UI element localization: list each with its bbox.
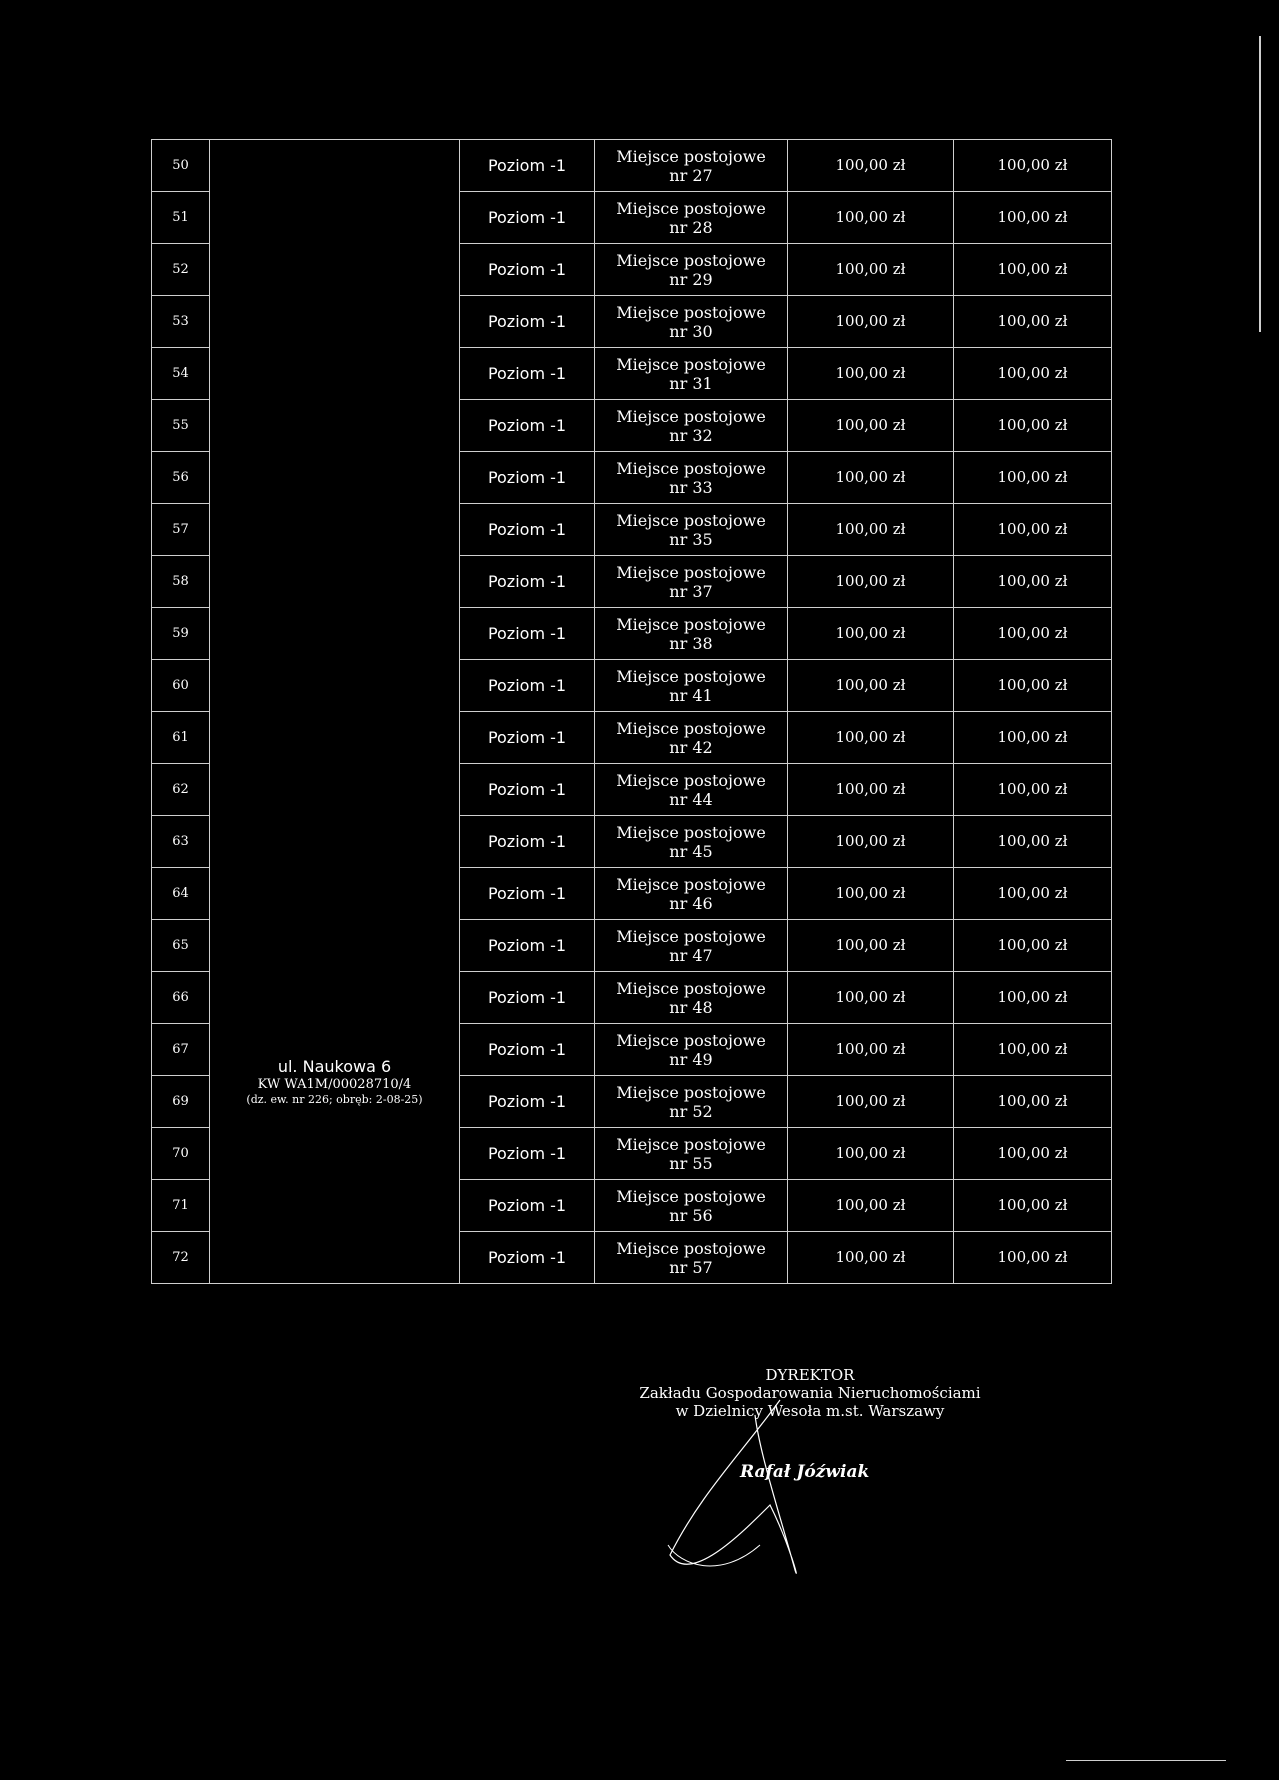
parking-level: Poziom -1 — [460, 140, 595, 192]
parking-place-label: Miejsce postojowe — [616, 302, 766, 322]
parking-place — [595, 608, 788, 660]
price-gross: 100,00 zł — [954, 1076, 1112, 1128]
parking-level: Poziom -1 — [460, 1076, 595, 1128]
row-number: 70 — [152, 1128, 210, 1180]
parking-place — [595, 296, 788, 348]
row-number: 67 — [152, 1024, 210, 1076]
parking-place — [595, 244, 788, 296]
parking-place — [595, 556, 788, 608]
parking-place-label: Miejsce postojowe — [616, 874, 766, 894]
parking-level: Poziom -1 — [460, 660, 595, 712]
parking-place-label: Miejsce postojowe — [616, 1238, 766, 1258]
price-net: 100,00 zł — [788, 608, 954, 660]
row-number: 59 — [152, 608, 210, 660]
parking-level: Poziom -1 — [460, 1024, 595, 1076]
parking-place-label: Miejsce postojowe — [616, 926, 766, 946]
parking-place-number: nr 57 — [669, 1257, 713, 1277]
parking-place-number: nr 45 — [669, 841, 713, 861]
signature-line-district: w Dzielnicy Wesoła m.st. Warszawy — [675, 1402, 945, 1420]
parking-place-number: nr 52 — [669, 1101, 713, 1121]
parking-place-number: nr 27 — [669, 165, 713, 185]
price-gross: 100,00 zł — [954, 1128, 1112, 1180]
parking-place — [595, 192, 788, 244]
row-number: 52 — [152, 244, 210, 296]
price-net: 100,00 zł — [788, 868, 954, 920]
price-gross: 100,00 zł — [954, 192, 1112, 244]
signature-name: Rafał Jóźwiak — [740, 1462, 870, 1482]
price-net: 100,00 zł — [788, 1076, 954, 1128]
price-gross: 100,00 zł — [954, 140, 1112, 192]
parking-level: Poziom -1 — [460, 920, 595, 972]
row-number: 56 — [152, 452, 210, 504]
parking-place-number: nr 42 — [669, 737, 713, 757]
parking-level: Poziom -1 — [460, 712, 595, 764]
parking-place-label: Miejsce postojowe — [616, 198, 766, 218]
row-number: 58 — [152, 556, 210, 608]
price-gross: 100,00 zł — [954, 1232, 1112, 1284]
row-number: 55 — [152, 400, 210, 452]
price-gross: 100,00 zł — [954, 608, 1112, 660]
parking-level: Poziom -1 — [460, 504, 595, 556]
parking-place-label: Miejsce postojowe — [616, 354, 766, 374]
price-gross: 100,00 zł — [954, 1024, 1112, 1076]
price-net: 100,00 zł — [788, 712, 954, 764]
row-number: 54 — [152, 348, 210, 400]
parking-place — [595, 1180, 788, 1232]
parking-place — [595, 140, 788, 192]
parking-place — [595, 1232, 788, 1284]
parking-place-number: nr 47 — [669, 945, 713, 965]
parking-place-number: nr 56 — [669, 1205, 713, 1225]
price-gross: 100,00 zł — [954, 400, 1112, 452]
price-net: 100,00 zł — [788, 660, 954, 712]
price-net: 100,00 zł — [788, 504, 954, 556]
price-gross: 100,00 zł — [954, 712, 1112, 764]
parking-level: Poziom -1 — [460, 452, 595, 504]
parking-place-label: Miejsce postojowe — [616, 770, 766, 790]
row-number: 63 — [152, 816, 210, 868]
price-gross: 100,00 zł — [954, 348, 1112, 400]
parking-level: Poziom -1 — [460, 816, 595, 868]
price-gross: 100,00 zł — [954, 660, 1112, 712]
parking-place-label: Miejsce postojowe — [616, 978, 766, 998]
price-net: 100,00 zł — [788, 1232, 954, 1284]
price-net: 100,00 zł — [788, 452, 954, 504]
price-gross: 100,00 zł — [954, 972, 1112, 1024]
row-number: 72 — [152, 1232, 210, 1284]
parking-place-label: Miejsce postojowe — [616, 250, 766, 270]
parking-place-label: Miejsce postojowe — [616, 406, 766, 426]
row-number: 64 — [152, 868, 210, 920]
parking-level: Poziom -1 — [460, 972, 595, 1024]
parking-place-number: nr 29 — [669, 269, 713, 289]
price-gross: 100,00 zł — [954, 1180, 1112, 1232]
parking-place-label: Miejsce postojowe — [616, 1082, 766, 1102]
row-number: 53 — [152, 296, 210, 348]
parking-place — [595, 712, 788, 764]
bottom-edge-mark — [1066, 1760, 1226, 1761]
parking-place-number: nr 49 — [669, 1049, 713, 1069]
price-net: 100,00 zł — [788, 1180, 954, 1232]
price-gross: 100,00 zł — [954, 868, 1112, 920]
parking-place — [595, 920, 788, 972]
parking-level: Poziom -1 — [460, 400, 595, 452]
parking-place — [595, 400, 788, 452]
parking-place-label: Miejsce postojowe — [616, 562, 766, 582]
parking-place — [595, 660, 788, 712]
row-number: 60 — [152, 660, 210, 712]
parking-place — [595, 972, 788, 1024]
parking-place-label: Miejsce postojowe — [616, 458, 766, 478]
parking-level: Poziom -1 — [460, 244, 595, 296]
parking-place — [595, 504, 788, 556]
parking-place-number: nr 37 — [669, 581, 713, 601]
price-net: 100,00 zł — [788, 296, 954, 348]
address-plot: (dz. ew. nr 226; obręb: 2-08-25) — [246, 1093, 423, 1106]
parking-place-label: Miejsce postojowe — [616, 666, 766, 686]
price-gross: 100,00 zł — [954, 452, 1112, 504]
price-gross: 100,00 zł — [954, 296, 1112, 348]
signature-line-office: Zakładu Gospodarowania Nieruchomościami — [639, 1384, 981, 1402]
parking-place-number: nr 32 — [669, 425, 713, 445]
parking-place-number: nr 38 — [669, 633, 713, 653]
parking-place-label: Miejsce postojowe — [616, 614, 766, 634]
parking-place-number: nr 55 — [669, 1153, 713, 1173]
parking-level: Poziom -1 — [460, 1180, 595, 1232]
price-net: 100,00 zł — [788, 1128, 954, 1180]
address-street: ul. Naukowa 6 — [277, 1057, 392, 1076]
parking-level: Poziom -1 — [460, 192, 595, 244]
parking-place-number: nr 44 — [669, 789, 713, 809]
price-gross: 100,00 zł — [954, 764, 1112, 816]
price-net: 100,00 zł — [788, 1024, 954, 1076]
parking-level: Poziom -1 — [460, 556, 595, 608]
parking-level: Poziom -1 — [460, 296, 595, 348]
parking-place-label: Miejsce postojowe — [616, 510, 766, 530]
parking-level: Poziom -1 — [460, 764, 595, 816]
price-net: 100,00 zł — [788, 140, 954, 192]
price-net: 100,00 zł — [788, 400, 954, 452]
row-number: 65 — [152, 920, 210, 972]
parking-level: Poziom -1 — [460, 348, 595, 400]
parking-place — [595, 1076, 788, 1128]
row-number: 69 — [152, 1076, 210, 1128]
right-edge-mark — [1259, 36, 1261, 332]
parking-place-label: Miejsce postojowe — [616, 1030, 766, 1050]
row-number: 57 — [152, 504, 210, 556]
parking-place-number: nr 33 — [669, 477, 713, 497]
parking-place — [595, 816, 788, 868]
parking-place — [595, 348, 788, 400]
parking-place — [595, 1024, 788, 1076]
price-net: 100,00 zł — [788, 764, 954, 816]
handwritten-signature — [660, 1395, 900, 1595]
parking-place-number: nr 31 — [669, 373, 713, 393]
parking-level: Poziom -1 — [460, 1128, 595, 1180]
row-number: 50 — [152, 140, 210, 192]
table-row — [152, 140, 1112, 192]
signature-title: DYREKTOR — [765, 1366, 855, 1384]
price-net: 100,00 zł — [788, 972, 954, 1024]
parking-spaces-table — [151, 139, 1112, 1284]
parking-place-number: nr 30 — [669, 321, 713, 341]
row-number: 62 — [152, 764, 210, 816]
price-net: 100,00 zł — [788, 348, 954, 400]
price-gross: 100,00 zł — [954, 244, 1112, 296]
address-land-register: KW WA1M/00028710/4 — [257, 1077, 412, 1092]
parking-place-number: nr 46 — [669, 893, 713, 913]
price-gross: 100,00 zł — [954, 920, 1112, 972]
price-net: 100,00 zł — [788, 920, 954, 972]
parking-place-number: nr 28 — [669, 217, 713, 237]
parking-place-number: nr 41 — [669, 685, 713, 705]
row-number: 71 — [152, 1180, 210, 1232]
price-net: 100,00 zł — [788, 556, 954, 608]
parking-place-label: Miejsce postojowe — [616, 718, 766, 738]
parking-place-number: nr 35 — [669, 529, 713, 549]
row-number: 51 — [152, 192, 210, 244]
property-address-cell — [210, 140, 460, 1284]
parking-place — [595, 1128, 788, 1180]
parking-place — [595, 868, 788, 920]
price-net: 100,00 zł — [788, 816, 954, 868]
row-number: 61 — [152, 712, 210, 764]
parking-place-number: nr 48 — [669, 997, 713, 1017]
price-gross: 100,00 zł — [954, 556, 1112, 608]
parking-level: Poziom -1 — [460, 1232, 595, 1284]
parking-place — [595, 764, 788, 816]
price-net: 100,00 zł — [788, 192, 954, 244]
parking-place-label: Miejsce postojowe — [616, 1134, 766, 1154]
price-net: 100,00 zł — [788, 244, 954, 296]
parking-place-label: Miejsce postojowe — [616, 146, 766, 166]
parking-place — [595, 452, 788, 504]
parking-place-label: Miejsce postojowe — [616, 1186, 766, 1206]
table-body — [152, 140, 1112, 1284]
parking-place-label: Miejsce postojowe — [616, 822, 766, 842]
price-gross: 100,00 zł — [954, 816, 1112, 868]
parking-level: Poziom -1 — [460, 608, 595, 660]
price-gross: 100,00 zł — [954, 504, 1112, 556]
row-number: 66 — [152, 972, 210, 1024]
parking-level: Poziom -1 — [460, 868, 595, 920]
